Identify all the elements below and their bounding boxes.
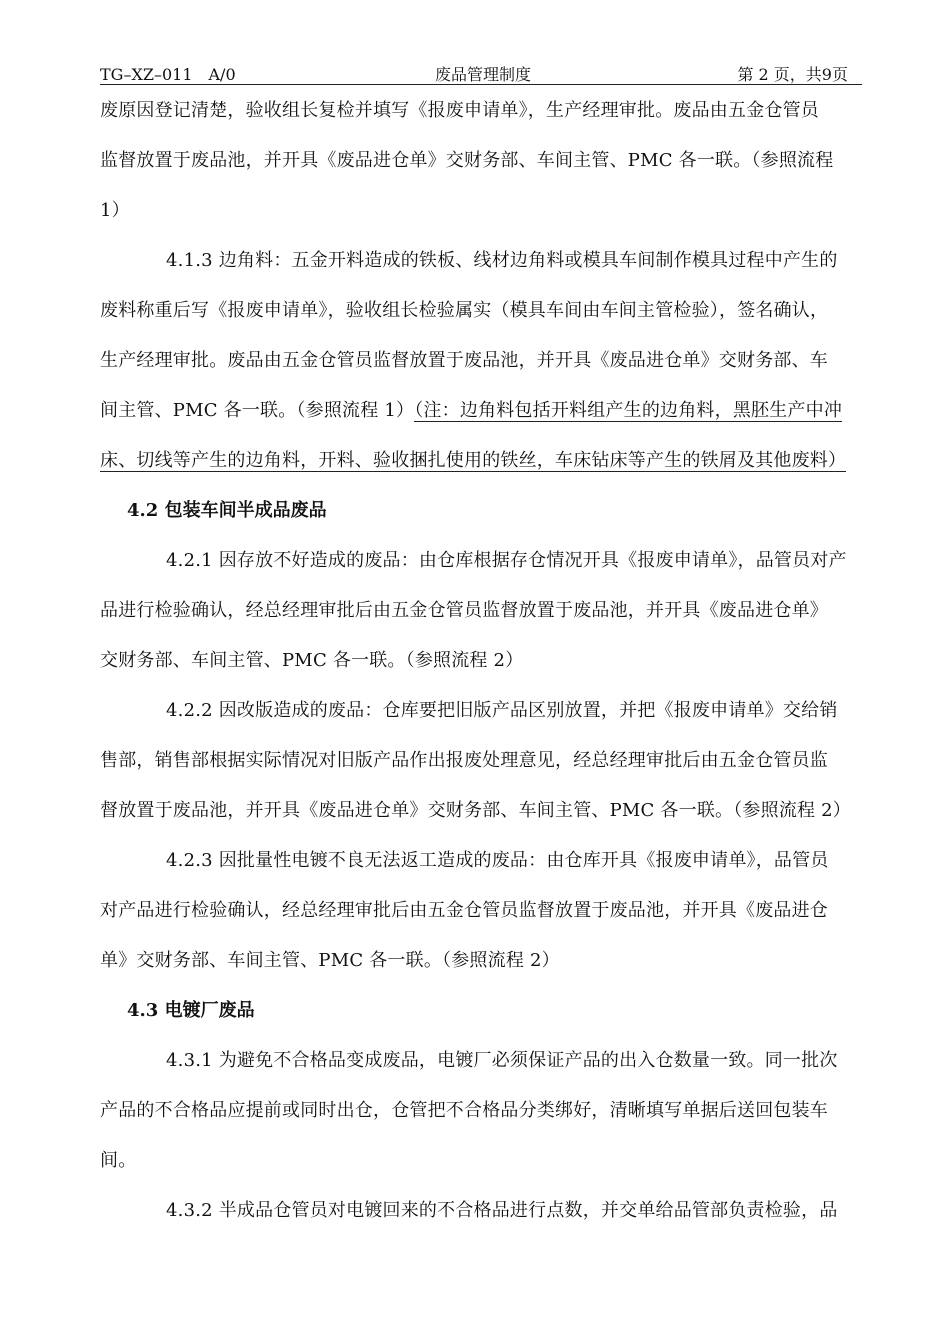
page-header <box>100 60 862 85</box>
paragraph-line: 4.1.3 边角料：五金开料造成的铁板、线材边角料或模具车间制作模具过程中产生的 <box>166 250 838 271</box>
paragraph-line: 售部，销售部根据实际情况对旧版产品作出报废处理意见，经总经理审批后由五金仓管员监 <box>100 750 828 771</box>
document-title: 废品管理制度 <box>435 65 532 84</box>
paragraph-line: 对产品进行检验确认，经总经理审批后由五金仓管员监督放置于废品池，并开具《废品进仓 <box>100 900 828 921</box>
paragraph-line: 交财务部、车间主管、PMC 各一联。（参照流程 2） <box>100 650 524 671</box>
underlined-note: 床、切线等产生的边角料，开料、验收捆扎使用的铁丝，车床钻床等产生的铁屑及其他废料） <box>100 450 847 471</box>
paragraph-line: 4.2.3 因批量性电镀不良无法返工造成的废品：由仓库开具《报废申请单》，品管员 <box>166 850 829 871</box>
paragraph-line: 督放置于废品池，并开具《废品进仓单》交财务部、车间主管、PMC 各一联。（参照流程 2） <box>100 800 852 821</box>
paragraph-line: 4.2.2 因改版造成的废品：仓库要把旧版产品区别放置，并把《报废申请单》交给销 <box>166 700 838 721</box>
document-body <box>100 86 865 1236</box>
paragraph-line: 4.2.1 因存放不好造成的废品：由仓库根据存仓情况开具《报废申请单》，品管员对产 <box>166 550 847 571</box>
paragraph-line: 间。 <box>100 1150 137 1171</box>
paragraph-line: 品进行检验确认，经总经理审批后由五金仓管员监督放置于废品池，并开具《废品进仓单》 <box>100 600 828 621</box>
paragraph-line <box>100 436 865 486</box>
underlined-note: （注：边角料包括开料组产生的边角料，黑胚生产中冲 <box>414 400 843 421</box>
paragraph-line <box>100 386 865 436</box>
paragraph-line: 生产经理审批。废品由五金仓管员监督放置于废品池，并开具《废品进仓单》交财务部、车 <box>100 350 828 371</box>
paragraph-line: 监督放置于废品池，并开具《废品进仓单》交财务部、车间主管、PMC 各一联。（参照流程 <box>100 150 834 171</box>
paragraph-line: 废料称重后写《报废申请单》，验收组长检验属实（模具车间由车间主管检验），签名确认， <box>100 300 829 321</box>
paragraph-line: 废原因登记清楚，验收组长复检并填写《报废申请单》，生产经理审批。废品由五金仓管员 <box>100 100 819 121</box>
paragraph-line: 1） <box>100 200 130 221</box>
paragraph-line: 单》交财务部、车间主管、PMC 各一联。（参照流程 2） <box>100 950 560 971</box>
paragraph-line: 产品的不合格品应提前或同时出仓，仓管把不合格品分类绑好，清晰填写单据后送回包装车 <box>100 1100 828 1121</box>
document-code: TG–XZ–011 A/0 <box>100 65 236 84</box>
section-heading-4-3: 4.3 电镀厂废品 <box>127 1000 255 1021</box>
paragraph-line: 4.3.2 半成品仓管员对电镀回来的不合格品进行点数，并交单给品管部负责检验，品 <box>166 1200 838 1221</box>
page-number: 第 2 页，共9页 <box>737 65 848 84</box>
paragraph-line: 4.3.1 为避免不合格品变成废品，电镀厂必须保证产品的出入仓数量一致。同一批次 <box>166 1050 838 1071</box>
paragraph-text: 间主管、PMC 各一联。（参照流程 1） <box>100 400 415 421</box>
section-heading-4-2: 4.2 包装车间半成品废品 <box>127 500 327 521</box>
